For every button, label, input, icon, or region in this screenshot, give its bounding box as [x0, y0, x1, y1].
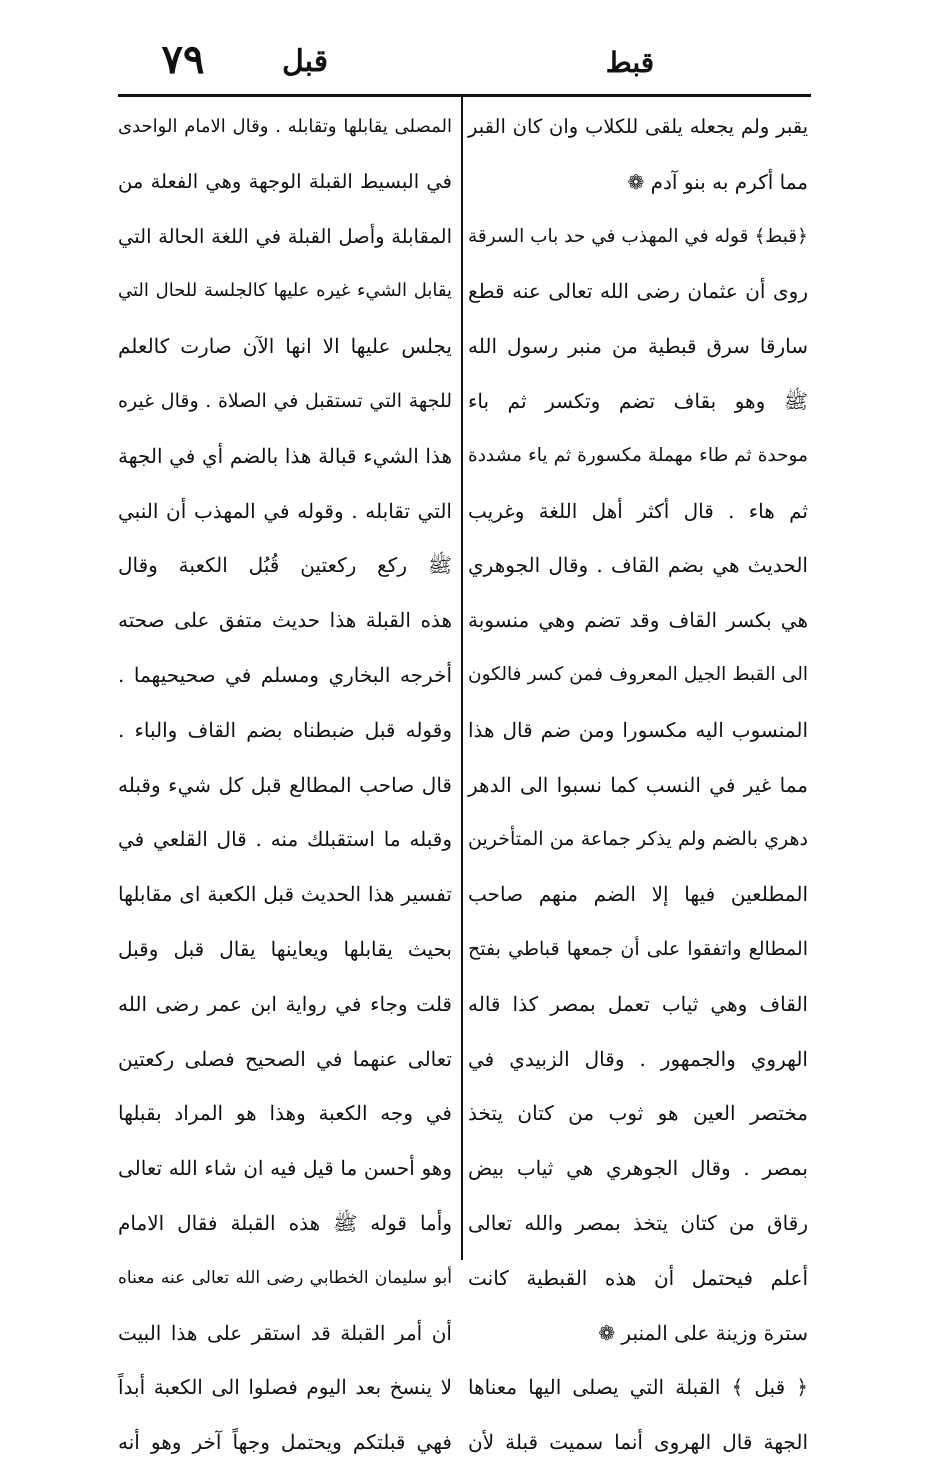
text-line: رقاق من كتان يتخذ بمصر والله تعالى — [468, 1210, 808, 1235]
text-line: روى أن عثمان رضى الله تعالى عنه قطع — [468, 279, 808, 304]
left-column — [118, 100, 452, 1455]
text-line: المطلعين فيها إلا الضم منهم صاحب — [468, 882, 808, 907]
text-line: للجهة التي تستقبل في الصلاة . وقال غيره — [118, 389, 452, 412]
text-line: بمصر . وقال الجوهري هي ثياب بيض — [468, 1156, 808, 1181]
text-line: أعلم فيحتمل أن هذه القبطية كانت — [468, 1265, 808, 1290]
text-line: في البسيط القبلة الوجهة وهي الفعلة من — [118, 169, 452, 193]
column-divider — [461, 96, 463, 1260]
text-line: سارقا سرق قبطية من منبر رسول الله — [468, 334, 808, 359]
text-line: المقابلة وأصل القبلة في اللغة الحالة التي — [118, 224, 452, 248]
text-line: أن أمر القبلة قد استقر على هذا البيت — [118, 1320, 452, 1345]
text-line: هذا الشيء قبالة هذا بالضم أي في الجهة — [118, 443, 452, 468]
text-line: قلت وجاء في رواية ابن عمر رضى الله — [118, 991, 452, 1016]
text-line: سترة وزينة على المنبر ❁ — [598, 1320, 808, 1345]
text-line: مختصر العين هو ثوب من كتان يتخذ — [468, 1101, 808, 1126]
text-line: وقوله قبل ضبطناه بضم القاف والباء . — [118, 717, 452, 742]
text-line: لا ينسخ بعد اليوم فصلوا الى الكعبة أبداً — [118, 1375, 452, 1400]
text-line: يجلس عليها الا انها الآن صارت كالعلم — [118, 334, 452, 359]
header-rule — [118, 94, 811, 97]
running-head-center: قبل — [281, 44, 329, 79]
text-line: هذه القبلة هذا حديث متفق على صحته — [118, 608, 452, 633]
text-line: هي بكسر القاف وقد تضم وهي منسوبة — [468, 608, 808, 633]
text-line: ﷺ وهو بقاف تضم وتكسر ثم باء — [468, 388, 808, 413]
text-line: يقبر ولم يجعله يلقى للكلاب وان كان القبر — [468, 115, 808, 138]
text-line: أبو سليمان الخطابي رضى الله تعالى عنه معناه — [118, 1267, 452, 1288]
text-line: يقابل الشيء غيره عليها كالجلسة للحال التي — [118, 280, 452, 302]
text-line: دهري بالضم ولم يذكر جماعة من المتأخرين — [468, 828, 808, 851]
text-line: بحيث يقابلها ويعاينها يقال قبل وقبل — [118, 936, 452, 961]
text-line: تفسير هذا الحديث قبل الكعبة اى مقابلها — [118, 882, 452, 907]
text-line: قال صاحب المطالع قبل كل شيء وقبله — [118, 772, 452, 797]
entry-heading-line: ﴿ قبل ﴾ القبلة التي يصلى اليها معناها — [468, 1375, 808, 1400]
text-line: ﷺ ركع ركعتين قُبُل الكعبة وقال — [118, 553, 452, 578]
text-line: القاف وهي ثياب تعمل بمصر كذا قاله — [468, 991, 808, 1016]
text-line: مما أكرم به بنو آدم ❁ — [627, 169, 808, 194]
entry-heading-line: ﴿قبط﴾ قوله في المهذب في حد باب السرقة — [467, 225, 808, 247]
text-line: وهو أحسن ما قيل فيه ان شاء الله تعالى — [118, 1156, 452, 1181]
text-line: ثم هاء . قال أكثر أهل اللغة وغريب — [468, 498, 808, 523]
text-line: وأما قوله ﷺ هذه القبلة فقال الامام — [118, 1210, 452, 1235]
text-line: الجهة قال الهروى أنما سميت قبلة لأن — [468, 1430, 808, 1455]
text-line: مما غير في النسب كما نسبوا الى الدهر — [468, 772, 808, 797]
text-line: المصلى يقابلها وتقابله . وقال الامام الواحدى — [118, 116, 452, 137]
text-line: موحدة ثم طاء مهملة مكسورة ثم ياء مشددة — [468, 444, 808, 466]
text-line: وقبله ما استقبلك منه . قال القلعي في — [118, 827, 452, 852]
text-line: فهي قبلتكم ويحتمل وجهاً آخر وهو أنه — [118, 1430, 452, 1455]
page-number: ٧٩ — [161, 36, 205, 83]
text-line: تعالى عنهما في الصحيح فصلى ركعتين — [118, 1046, 452, 1071]
text-line: الهروي والجمهور . وقال الزبيدي في — [468, 1046, 808, 1071]
text-line: المنسوب اليه مكسورا ومن ضم قال هذا — [468, 717, 808, 742]
text-line: الى القبط الجيل المعروف فمن كسر فالكون — [468, 663, 808, 685]
text-line: التي تقابله . وقوله في المهذب أن النبي — [118, 498, 452, 523]
text-line: أخرجه البخاري ومسلم في صحيحيهما . — [118, 662, 452, 687]
text-line: المطالع واتفقوا على أن جمعها قباطي بفتح — [468, 937, 808, 960]
right-column — [467, 100, 808, 1455]
text-line: في وجه الكعبة وهذا هو المراد بقبلها — [118, 1101, 452, 1126]
running-head-right: قبط — [605, 46, 655, 79]
text-line: الحديث هي بضم القاف . وقال الجوهري — [468, 553, 808, 578]
